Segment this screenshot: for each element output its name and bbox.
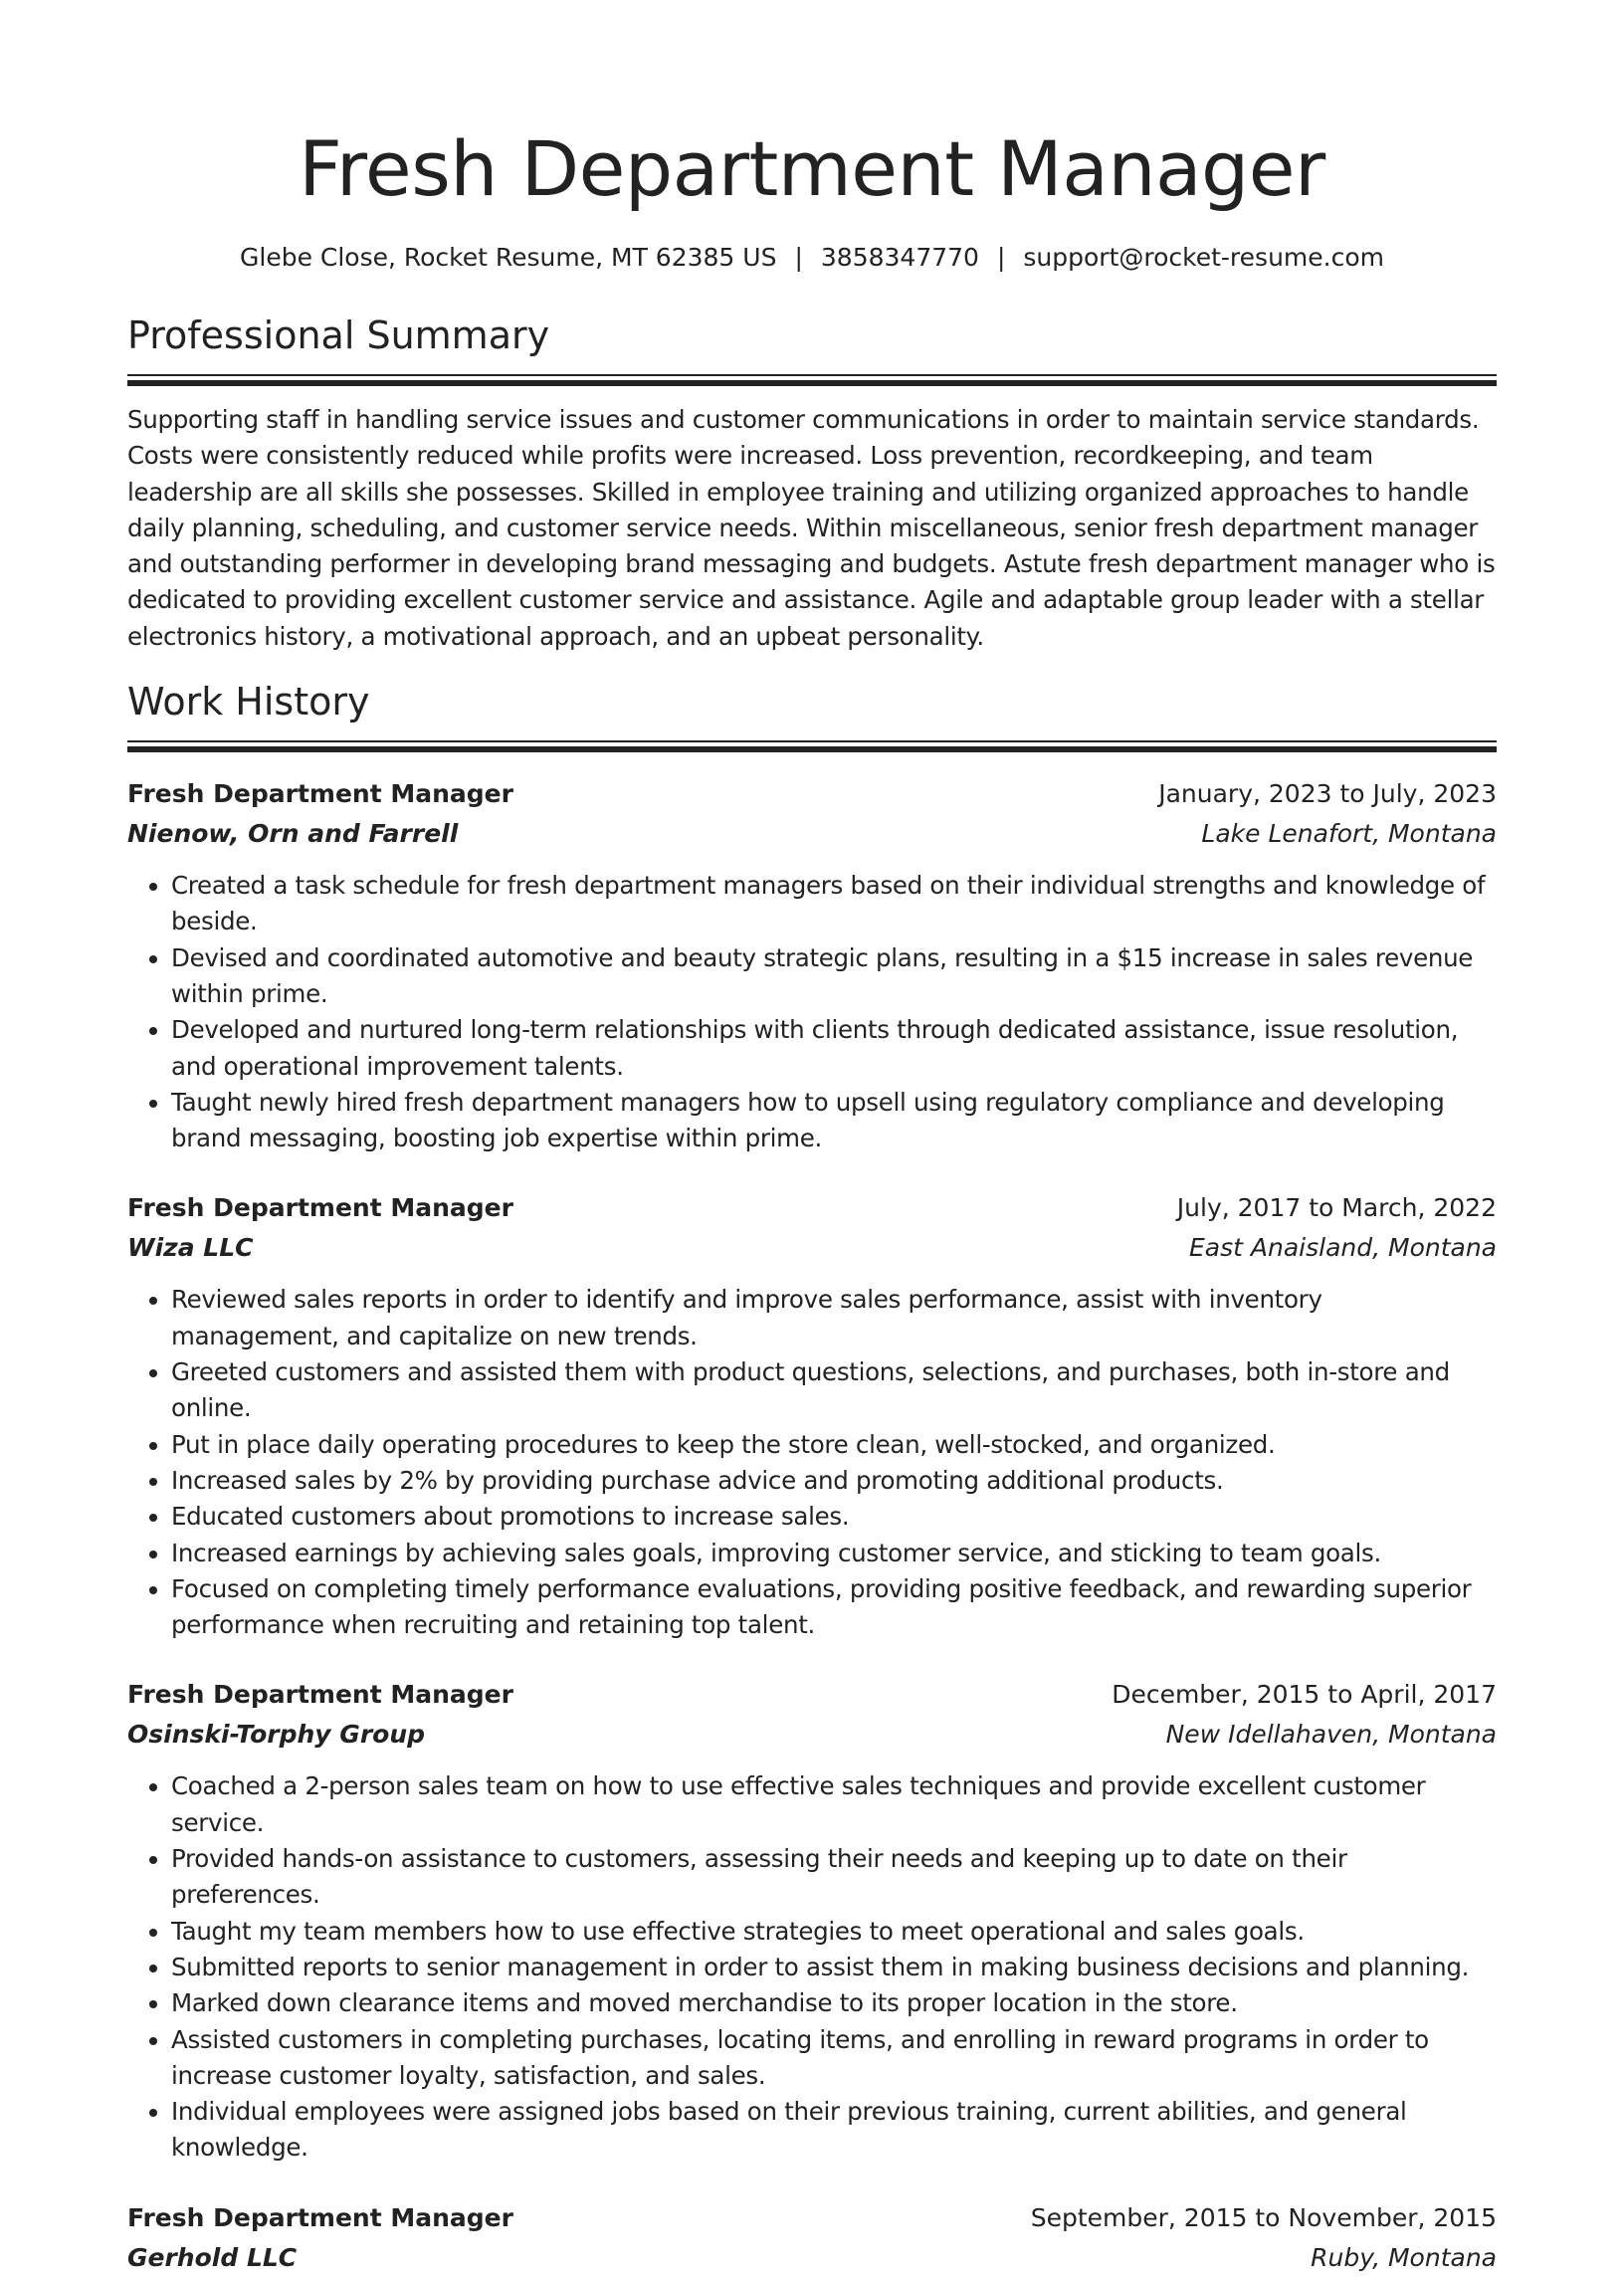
job-bullet: • Focused on completing timely performance evaluations, providing positive feedback, and rewarding superior performance when recruiting and retaining top talent. bbox=[171, 1571, 1497, 1644]
job-header-row bbox=[127, 774, 1497, 814]
job-subheader-row bbox=[127, 814, 1497, 854]
section-title-summary: Professional Summary bbox=[127, 313, 550, 357]
job-bullet: • Taught my team members how to use effective strategies to meet operational and sales goals. bbox=[171, 1914, 1497, 1950]
contact-line bbox=[127, 241, 1497, 275]
contact-separator: | bbox=[794, 243, 803, 272]
job-bullet: • Educated customers about promotions to increase sales. bbox=[171, 1499, 1497, 1535]
job-bullet-list bbox=[127, 868, 1497, 1156]
job-subheader-row bbox=[127, 1715, 1497, 1755]
job-bullet: • Increased sales by 2% by providing purchase advice and promoting additional products. bbox=[171, 1463, 1497, 1499]
job-bullet: • Coached a 2-person sales team on how to use effective sales techniques and provide excellent customer service. bbox=[171, 1768, 1497, 1841]
job-title: Fresh Department Manager bbox=[127, 779, 513, 809]
job-header-row bbox=[127, 1188, 1497, 1228]
job-header-row bbox=[127, 1675, 1497, 1715]
job-bullet: • Marked down clearance items and moved merchandise to its proper location in the store. bbox=[171, 1985, 1497, 2021]
summary-text: Supporting staff in handling service issues and customer communications in order to maintain service standards. Costs were consistently reduced while profits were increased. Loss prevention, recordkeeping, and team leadership are all skills she possesses. Skilled in employee training and utilizing organized approaches to handle daily planning, scheduling, and customer service needs. Within miscellaneous, senior fresh department manager and outstanding performer in developing brand messaging and budgets. Astute fresh department manager who is dedicated to providing excellent customer service and assistance. Agile and adaptable group leader with a stellar electronics history, a motivational approach, and an upbeat personality. bbox=[127, 405, 1496, 651]
job-dates: December, 2015 to April, 2017 bbox=[1112, 1680, 1497, 1710]
job-bullet: • Provided hands-on assistance to customers, assessing their needs and keeping up to date on their preferences. bbox=[171, 1841, 1497, 1914]
job-bullet: • Developed and nurtured long-term relationships with clients through dedicated assistance, issue resolution, and operational improvement talents. bbox=[171, 1012, 1497, 1085]
work-history-section bbox=[127, 677, 1497, 2278]
job-bullet: • Greeted customers and assisted them with product questions, selections, and purchases, both in-store and online. bbox=[171, 1354, 1497, 1427]
job-bullet: • Individual employees were assigned jobs based on their previous training, current abilities, and general knowledge. bbox=[171, 2094, 1497, 2167]
job-company: Nienow, Orn and Farrell bbox=[127, 819, 459, 849]
job-bullet: • Submitted reports to senior management in order to assist them in making business decisions and planning. bbox=[171, 1950, 1497, 1985]
job-company: Osinski-Torphy Group bbox=[127, 1720, 426, 1750]
job-title: Fresh Department Manager bbox=[127, 2202, 513, 2232]
professional-summary-section bbox=[127, 311, 1497, 655]
contact-email: support@rocket-resume.com bbox=[1023, 243, 1384, 272]
job-location: New Idellahaven, Montana bbox=[1165, 1720, 1497, 1750]
resume-name: Fresh Department Manager bbox=[299, 124, 1325, 213]
job-entry bbox=[127, 2198, 1497, 2278]
section-divider bbox=[127, 374, 1497, 388]
job-bullet: • Devised and coordinated automotive and beauty strategic plans, resulting in a $15 increase in sales revenue within prime. bbox=[171, 940, 1497, 1013]
contact-address: Glebe Close, Rocket Resume, MT 62385 US bbox=[240, 243, 777, 272]
job-title: Fresh Department Manager bbox=[127, 1680, 513, 1710]
job-dates: July, 2017 to March, 2022 bbox=[1176, 1193, 1497, 1223]
job-company: Gerhold LLC bbox=[127, 2242, 298, 2272]
job-subheader-row bbox=[127, 1228, 1497, 1268]
job-entry bbox=[127, 1675, 1497, 2166]
job-bullet: • Assisted customers in completing purchases, locating items, and enrolling in reward programs in order to increase customer loyalty, satisfaction, and sales. bbox=[171, 2022, 1497, 2095]
section-divider bbox=[127, 740, 1497, 754]
job-header-row bbox=[127, 2198, 1497, 2238]
job-dates: January, 2023 to July, 2023 bbox=[1158, 779, 1497, 809]
job-bullet: • Created a task schedule for fresh department managers based on their individual strengths and knowledge of beside. bbox=[171, 868, 1497, 940]
job-bullet: • Reviewed sales reports in order to identify and improve sales performance, assist with inventory management, and capitalize on new trends. bbox=[171, 1282, 1497, 1354]
job-entry bbox=[127, 1188, 1497, 1643]
resume-page bbox=[127, 0, 1497, 2278]
job-bullet: • Put in place daily operating procedures to keep the store clean, well-stocked, and organized. bbox=[171, 1427, 1497, 1463]
section-title-work-history: Work History bbox=[127, 680, 370, 725]
job-subheader-row bbox=[127, 2238, 1497, 2278]
job-company: Wiza LLC bbox=[127, 1233, 254, 1263]
contact-phone: 3858347770 bbox=[820, 243, 979, 272]
job-location: East Anaisland, Montana bbox=[1189, 1233, 1497, 1263]
job-title: Fresh Department Manager bbox=[127, 1193, 513, 1223]
job-location: Ruby, Montana bbox=[1311, 2242, 1497, 2272]
job-bullet: • Taught newly hired fresh department managers how to upsell using regulatory compliance and developing brand messaging, boosting job expertise within prime. bbox=[171, 1085, 1497, 1157]
job-dates: September, 2015 to November, 2015 bbox=[1030, 2202, 1497, 2232]
job-entry bbox=[127, 774, 1497, 1156]
job-bullet-list bbox=[127, 1768, 1497, 2166]
job-bullet: • Increased earnings by achieving sales goals, improving customer service, and sticking to team goals. bbox=[171, 1536, 1497, 1571]
job-location: Lake Lenafort, Montana bbox=[1201, 819, 1497, 849]
contact-separator: | bbox=[996, 243, 1006, 272]
job-bullet-list bbox=[127, 1282, 1497, 1643]
